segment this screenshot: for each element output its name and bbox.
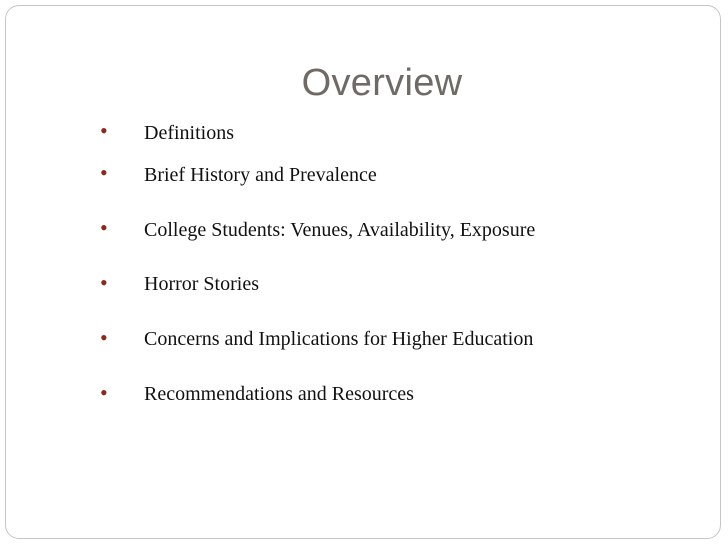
slide-title: Overview	[301, 62, 463, 104]
bullet-icon: •	[100, 269, 108, 295]
list-item	[100, 203, 535, 258]
bullet-text: Definitions	[144, 121, 234, 144]
list-item	[100, 258, 535, 313]
list-item	[100, 312, 535, 367]
list-item	[100, 148, 535, 203]
bullet-text: Recommendations and Resources	[144, 383, 414, 406]
bullet-icon: •	[100, 118, 108, 143]
bullet-icon: •	[100, 379, 108, 405]
list-item	[100, 367, 535, 422]
bullet-text: Brief History and Prevalence	[144, 163, 377, 186]
bullet-text: Horror Stories	[144, 273, 259, 296]
bullet-icon: •	[100, 215, 108, 241]
bullet-icon: •	[100, 324, 108, 350]
bullet-text: College Students: Venues, Availability, Exposure	[144, 218, 536, 241]
bullet-list	[100, 118, 535, 422]
list-item	[100, 118, 535, 148]
bullet-text: Concerns and Implications for Higher Education	[144, 328, 534, 351]
bullet-icon: •	[100, 160, 108, 186]
